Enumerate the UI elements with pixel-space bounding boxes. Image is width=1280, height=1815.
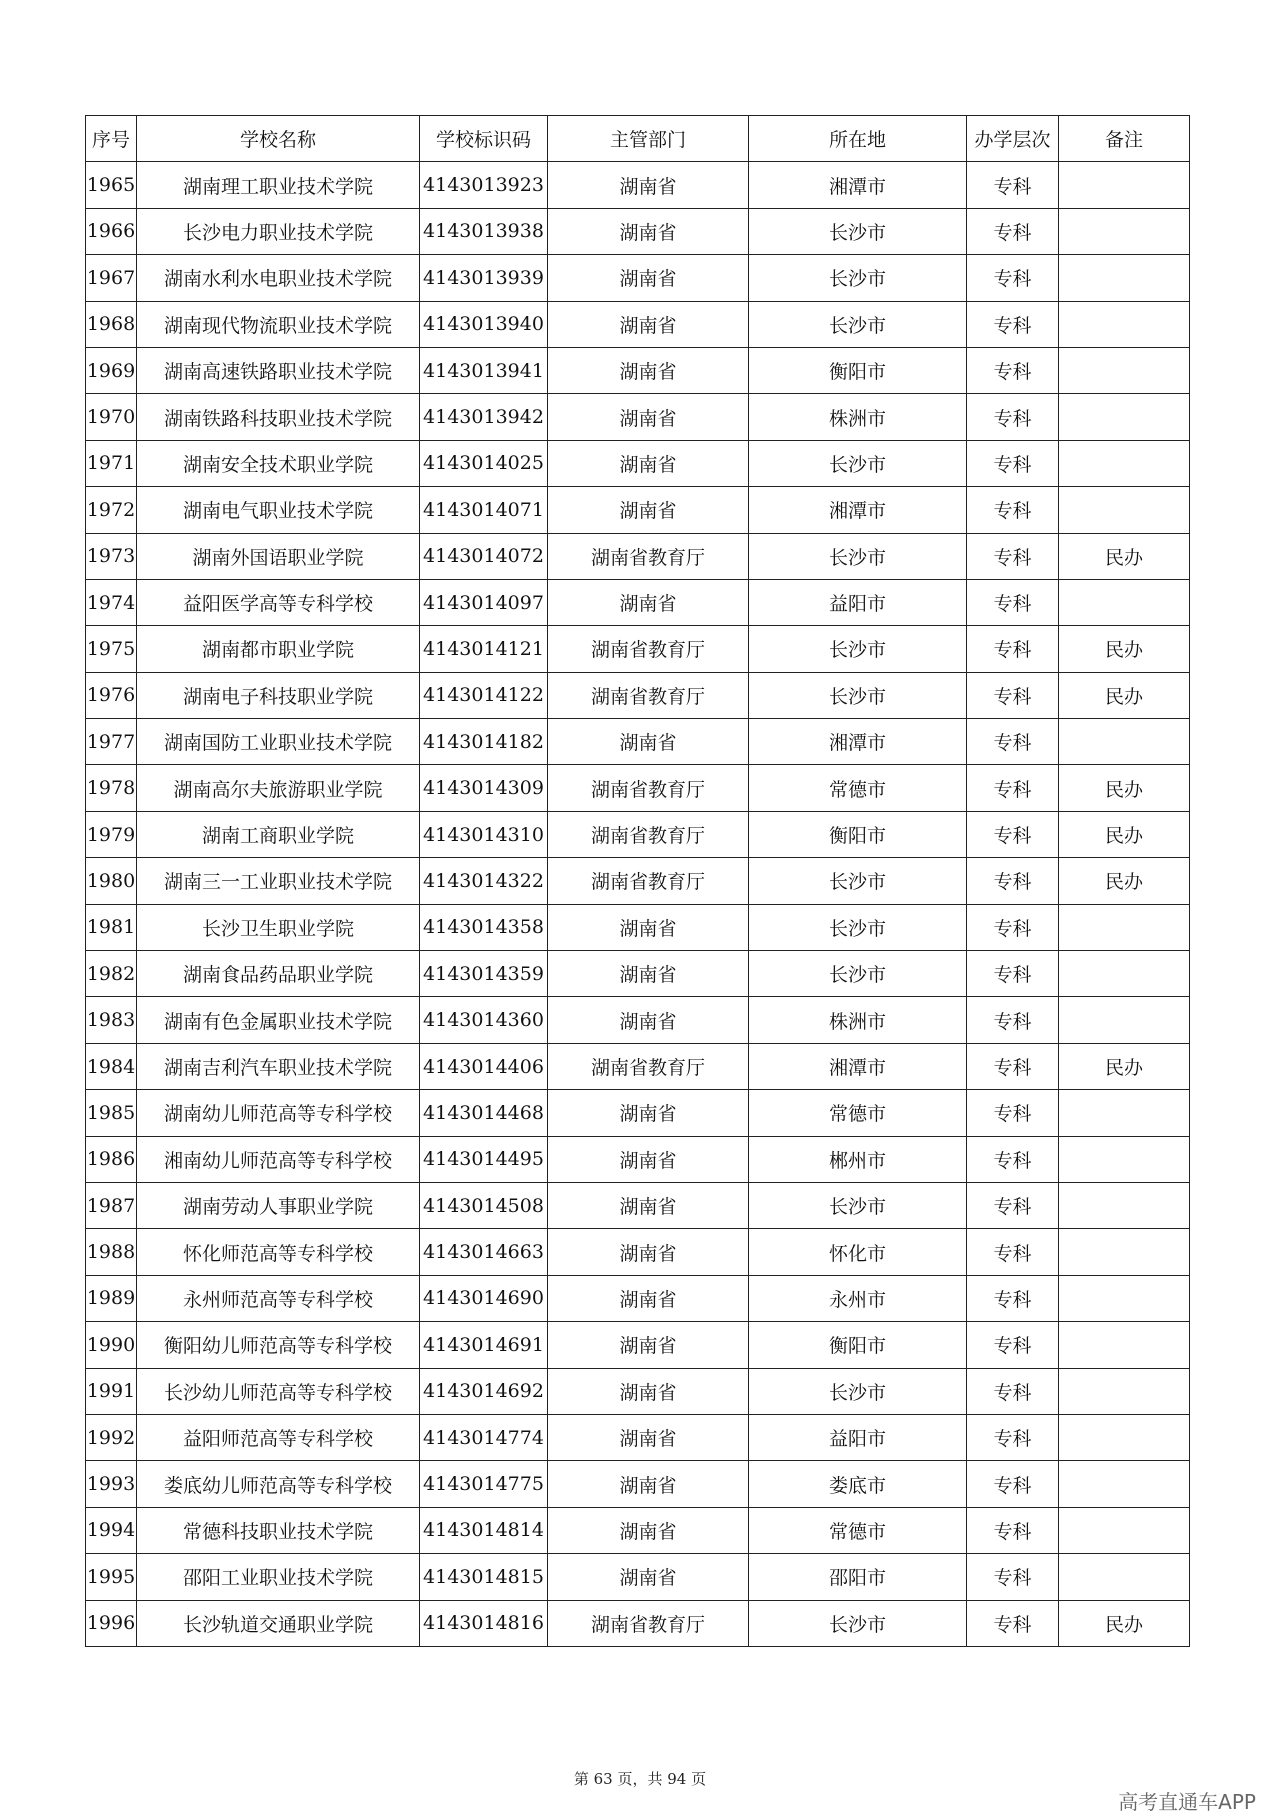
cell-level: 专科 (967, 579, 1059, 625)
cell-location: 长沙市 (749, 1600, 967, 1646)
table-row (86, 208, 1190, 254)
cell-serial-number: 1985 (86, 1090, 137, 1136)
cell-school-code: 4143013942 (420, 394, 548, 440)
cell-school-name: 衡阳幼儿师范高等专科学校 (137, 1322, 420, 1368)
cell-location: 湘潭市 (749, 487, 967, 533)
cell-school-name: 湖南外国语职业学院 (137, 533, 420, 579)
cell-school-code: 4143013923 (420, 162, 548, 208)
cell-level: 专科 (967, 626, 1059, 672)
cell-school-name: 湖南理工职业技术学院 (137, 162, 420, 208)
cell-location: 长沙市 (749, 208, 967, 254)
cell-remarks: 民办 (1059, 672, 1190, 718)
cell-remarks (1059, 997, 1190, 1043)
cell-location: 湘潭市 (749, 1043, 967, 1089)
cell-remarks: 民办 (1059, 533, 1190, 579)
cell-serial-number: 1971 (86, 440, 137, 486)
cell-remarks (1059, 1229, 1190, 1275)
cell-remarks (1059, 719, 1190, 765)
cell-remarks: 民办 (1059, 626, 1190, 672)
table-row (86, 1136, 1190, 1182)
cell-authority: 湖南省 (548, 487, 749, 533)
cell-remarks (1059, 208, 1190, 254)
cell-school-code: 4143014097 (420, 579, 548, 625)
cell-authority: 湖南省 (548, 347, 749, 393)
cell-level: 专科 (967, 301, 1059, 347)
cell-school-code: 4143014182 (420, 719, 548, 765)
cell-authority: 湖南省教育厅 (548, 626, 749, 672)
cell-level: 专科 (967, 255, 1059, 301)
cell-school-code: 4143014815 (420, 1554, 548, 1600)
cell-remarks (1059, 440, 1190, 486)
cell-school-code: 4143014691 (420, 1322, 548, 1368)
cell-authority: 湖南省 (548, 719, 749, 765)
cell-serial-number: 1966 (86, 208, 137, 254)
cell-level: 专科 (967, 440, 1059, 486)
table-header-row (86, 116, 1190, 162)
table-row (86, 1554, 1190, 1600)
cell-authority: 湖南省 (548, 1461, 749, 1507)
cell-school-name: 益阳师范高等专科学校 (137, 1414, 420, 1460)
cell-level: 专科 (967, 1461, 1059, 1507)
cell-serial-number: 1981 (86, 904, 137, 950)
cell-school-code: 4143013938 (420, 208, 548, 254)
cell-level: 专科 (967, 1507, 1059, 1553)
cell-remarks: 民办 (1059, 858, 1190, 904)
page-number: 第 63 页，共 94 页 (573, 1770, 707, 1788)
cell-remarks: 民办 (1059, 1043, 1190, 1089)
cell-remarks (1059, 487, 1190, 533)
table-row (86, 579, 1190, 625)
cell-authority: 湖南省 (548, 579, 749, 625)
cell-authority: 湖南省 (548, 904, 749, 950)
cell-remarks: 民办 (1059, 1600, 1190, 1646)
watermark: 高考直通车APP (1118, 1790, 1256, 1814)
cell-level: 专科 (967, 533, 1059, 579)
cell-serial-number: 1974 (86, 579, 137, 625)
cell-school-code: 4143014508 (420, 1182, 548, 1228)
cell-location: 长沙市 (749, 533, 967, 579)
cell-school-name: 湖南三一工业职业技术学院 (137, 858, 420, 904)
cell-school-code: 4143014774 (420, 1414, 548, 1460)
cell-serial-number: 1972 (86, 487, 137, 533)
cell-school-name: 湖南现代物流职业技术学院 (137, 301, 420, 347)
cell-school-name: 长沙卫生职业学院 (137, 904, 420, 950)
cell-remarks (1059, 904, 1190, 950)
cell-location: 常德市 (749, 1090, 967, 1136)
cell-serial-number: 1984 (86, 1043, 137, 1089)
cell-remarks (1059, 1461, 1190, 1507)
cell-school-code: 4143014121 (420, 626, 548, 672)
table-row (86, 811, 1190, 857)
cell-location: 株洲市 (749, 394, 967, 440)
cell-authority: 湖南省 (548, 301, 749, 347)
cell-serial-number: 1996 (86, 1600, 137, 1646)
cell-remarks (1059, 1368, 1190, 1414)
header-school-code: 学校标识码 (420, 116, 548, 162)
header-authority: 主管部门 (548, 116, 749, 162)
cell-location: 长沙市 (749, 1368, 967, 1414)
cell-authority: 湖南省 (548, 997, 749, 1043)
cell-authority: 湖南省 (548, 1229, 749, 1275)
table-row (86, 997, 1190, 1043)
cell-location: 长沙市 (749, 440, 967, 486)
cell-school-code: 4143014816 (420, 1600, 548, 1646)
table-row (86, 672, 1190, 718)
cell-school-name: 湖南电子科技职业学院 (137, 672, 420, 718)
cell-serial-number: 1970 (86, 394, 137, 440)
cell-authority: 湖南省教育厅 (548, 765, 749, 811)
cell-authority: 湖南省教育厅 (548, 672, 749, 718)
cell-level: 专科 (967, 1368, 1059, 1414)
cell-school-code: 4143014360 (420, 997, 548, 1043)
cell-school-code: 4143014495 (420, 1136, 548, 1182)
cell-location: 长沙市 (749, 626, 967, 672)
cell-school-name: 益阳医学高等专科学校 (137, 579, 420, 625)
cell-serial-number: 1978 (86, 765, 137, 811)
cell-level: 专科 (967, 811, 1059, 857)
cell-authority: 湖南省 (548, 1182, 749, 1228)
cell-authority: 湖南省 (548, 394, 749, 440)
cell-school-name: 湖南有色金属职业技术学院 (137, 997, 420, 1043)
cell-school-name: 湖南工商职业学院 (137, 811, 420, 857)
cell-serial-number: 1990 (86, 1322, 137, 1368)
cell-location: 常德市 (749, 1507, 967, 1553)
cell-school-code: 4143014310 (420, 811, 548, 857)
table-row (86, 858, 1190, 904)
cell-school-code: 4143013941 (420, 347, 548, 393)
cell-school-code: 4143013940 (420, 301, 548, 347)
cell-remarks (1059, 1275, 1190, 1321)
cell-serial-number: 1973 (86, 533, 137, 579)
cell-level: 专科 (967, 904, 1059, 950)
cell-serial-number: 1986 (86, 1136, 137, 1182)
cell-serial-number: 1976 (86, 672, 137, 718)
cell-remarks (1059, 1507, 1190, 1553)
cell-school-name: 怀化师范高等专科学校 (137, 1229, 420, 1275)
cell-level: 专科 (967, 1229, 1059, 1275)
cell-location: 邵阳市 (749, 1554, 967, 1600)
cell-serial-number: 1988 (86, 1229, 137, 1275)
cell-authority: 湖南省 (548, 255, 749, 301)
cell-serial-number: 1965 (86, 162, 137, 208)
table-row (86, 1414, 1190, 1460)
cell-remarks (1059, 255, 1190, 301)
cell-authority: 湖南省 (548, 1368, 749, 1414)
table-row (86, 1090, 1190, 1136)
cell-level: 专科 (967, 1554, 1059, 1600)
cell-school-code: 4143014358 (420, 904, 548, 950)
cell-level: 专科 (967, 1275, 1059, 1321)
cell-serial-number: 1977 (86, 719, 137, 765)
cell-remarks (1059, 1182, 1190, 1228)
table-row (86, 1600, 1190, 1646)
table-row (86, 1043, 1190, 1089)
table-row (86, 255, 1190, 301)
cell-school-code: 4143014072 (420, 533, 548, 579)
cell-level: 专科 (967, 162, 1059, 208)
cell-school-name: 长沙轨道交通职业学院 (137, 1600, 420, 1646)
cell-serial-number: 1975 (86, 626, 137, 672)
cell-authority: 湖南省教育厅 (548, 1043, 749, 1089)
header-school-name: 学校名称 (137, 116, 420, 162)
cell-authority: 湖南省 (548, 1322, 749, 1368)
cell-serial-number: 1987 (86, 1182, 137, 1228)
cell-location: 长沙市 (749, 672, 967, 718)
cell-level: 专科 (967, 765, 1059, 811)
cell-remarks (1059, 1322, 1190, 1368)
cell-location: 益阳市 (749, 579, 967, 625)
cell-level: 专科 (967, 1414, 1059, 1460)
cell-authority: 湖南省 (548, 440, 749, 486)
cell-authority: 湖南省 (548, 1554, 749, 1600)
cell-location: 永州市 (749, 1275, 967, 1321)
cell-remarks (1059, 579, 1190, 625)
cell-school-code: 4143014775 (420, 1461, 548, 1507)
cell-location: 长沙市 (749, 255, 967, 301)
cell-serial-number: 1995 (86, 1554, 137, 1600)
table-row (86, 487, 1190, 533)
cell-remarks: 民办 (1059, 811, 1190, 857)
cell-school-name: 湖南食品药品职业学院 (137, 951, 420, 997)
cell-level: 专科 (967, 1600, 1059, 1646)
cell-location: 衡阳市 (749, 347, 967, 393)
cell-authority: 湖南省教育厅 (548, 858, 749, 904)
cell-school-name: 湖南高尔夫旅游职业学院 (137, 765, 420, 811)
cell-serial-number: 1989 (86, 1275, 137, 1321)
cell-school-name: 长沙幼儿师范高等专科学校 (137, 1368, 420, 1414)
table-row (86, 301, 1190, 347)
cell-location: 娄底市 (749, 1461, 967, 1507)
cell-level: 专科 (967, 208, 1059, 254)
cell-authority: 湖南省教育厅 (548, 1600, 749, 1646)
cell-serial-number: 1968 (86, 301, 137, 347)
cell-serial-number: 1992 (86, 1414, 137, 1460)
cell-level: 专科 (967, 394, 1059, 440)
cell-level: 专科 (967, 672, 1059, 718)
cell-school-name: 湖南安全技术职业学院 (137, 440, 420, 486)
table-row (86, 1507, 1190, 1553)
cell-serial-number: 1983 (86, 997, 137, 1043)
cell-school-code: 4143014025 (420, 440, 548, 486)
cell-school-code: 4143014359 (420, 951, 548, 997)
cell-location: 衡阳市 (749, 1322, 967, 1368)
cell-location: 郴州市 (749, 1136, 967, 1182)
cell-school-name: 湖南高速铁路职业技术学院 (137, 347, 420, 393)
cell-location: 湘潭市 (749, 719, 967, 765)
cell-serial-number: 1991 (86, 1368, 137, 1414)
cell-school-code: 4143014322 (420, 858, 548, 904)
header-serial-number: 序号 (86, 116, 137, 162)
cell-school-code: 4143014814 (420, 1507, 548, 1553)
cell-school-name: 娄底幼儿师范高等专科学校 (137, 1461, 420, 1507)
cell-serial-number: 1979 (86, 811, 137, 857)
cell-level: 专科 (967, 1090, 1059, 1136)
cell-location: 湘潭市 (749, 162, 967, 208)
cell-location: 长沙市 (749, 1182, 967, 1228)
table-row (86, 719, 1190, 765)
cell-school-code: 4143014122 (420, 672, 548, 718)
cell-location: 常德市 (749, 765, 967, 811)
cell-remarks (1059, 394, 1190, 440)
cell-remarks (1059, 951, 1190, 997)
cell-location: 长沙市 (749, 904, 967, 950)
cell-level: 专科 (967, 997, 1059, 1043)
cell-level: 专科 (967, 1136, 1059, 1182)
table-row (86, 1275, 1190, 1321)
cell-school-name: 湖南吉利汽车职业技术学院 (137, 1043, 420, 1089)
table-row (86, 1322, 1190, 1368)
cell-serial-number: 1969 (86, 347, 137, 393)
cell-school-code: 4143014663 (420, 1229, 548, 1275)
table-row (86, 904, 1190, 950)
cell-school-code: 4143014690 (420, 1275, 548, 1321)
cell-level: 专科 (967, 1322, 1059, 1368)
cell-authority: 湖南省 (548, 1275, 749, 1321)
cell-school-name: 湖南铁路科技职业技术学院 (137, 394, 420, 440)
cell-school-name: 湖南幼儿师范高等专科学校 (137, 1090, 420, 1136)
cell-remarks (1059, 1554, 1190, 1600)
cell-serial-number: 1994 (86, 1507, 137, 1553)
table-row (86, 1461, 1190, 1507)
cell-authority: 湖南省 (548, 162, 749, 208)
cell-school-name: 湖南电气职业技术学院 (137, 487, 420, 533)
cell-school-name: 湖南国防工业职业技术学院 (137, 719, 420, 765)
cell-remarks: 民办 (1059, 765, 1190, 811)
cell-school-code: 4143014468 (420, 1090, 548, 1136)
cell-level: 专科 (967, 347, 1059, 393)
table-row (86, 440, 1190, 486)
cell-authority: 湖南省 (548, 1414, 749, 1460)
table-row (86, 394, 1190, 440)
cell-school-code: 4143014692 (420, 1368, 548, 1414)
cell-location: 益阳市 (749, 1414, 967, 1460)
cell-remarks (1059, 1090, 1190, 1136)
cell-remarks (1059, 347, 1190, 393)
cell-school-name: 湖南劳动人事职业学院 (137, 1182, 420, 1228)
cell-school-name: 湘南幼儿师范高等专科学校 (137, 1136, 420, 1182)
cell-authority: 湖南省教育厅 (548, 811, 749, 857)
cell-school-code: 4143014406 (420, 1043, 548, 1089)
cell-location: 长沙市 (749, 301, 967, 347)
cell-school-code: 4143014071 (420, 487, 548, 533)
table-row (86, 1182, 1190, 1228)
table-row (86, 626, 1190, 672)
cell-serial-number: 1967 (86, 255, 137, 301)
cell-school-name: 常德科技职业技术学院 (137, 1507, 420, 1553)
cell-school-name: 湖南都市职业学院 (137, 626, 420, 672)
cell-authority: 湖南省 (548, 208, 749, 254)
cell-level: 专科 (967, 858, 1059, 904)
cell-location: 怀化市 (749, 1229, 967, 1275)
cell-serial-number: 1980 (86, 858, 137, 904)
cell-remarks (1059, 162, 1190, 208)
table-row (86, 951, 1190, 997)
cell-serial-number: 1982 (86, 951, 137, 997)
table-row (86, 533, 1190, 579)
cell-location: 株洲市 (749, 997, 967, 1043)
cell-level: 专科 (967, 1182, 1059, 1228)
table-row (86, 1368, 1190, 1414)
cell-level: 专科 (967, 719, 1059, 765)
table-row (86, 162, 1190, 208)
cell-level: 专科 (967, 487, 1059, 533)
cell-school-code: 4143014309 (420, 765, 548, 811)
schools-table (85, 115, 1190, 1647)
cell-authority: 湖南省 (548, 1507, 749, 1553)
cell-school-name: 湖南水利水电职业技术学院 (137, 255, 420, 301)
header-location: 所在地 (749, 116, 967, 162)
cell-school-name: 邵阳工业职业技术学院 (137, 1554, 420, 1600)
cell-remarks (1059, 301, 1190, 347)
table-row (86, 1229, 1190, 1275)
cell-level: 专科 (967, 951, 1059, 997)
cell-school-name: 长沙电力职业技术学院 (137, 208, 420, 254)
cell-authority: 湖南省 (548, 1136, 749, 1182)
cell-authority: 湖南省 (548, 1090, 749, 1136)
cell-location: 长沙市 (749, 951, 967, 997)
cell-school-name: 永州师范高等专科学校 (137, 1275, 420, 1321)
cell-authority: 湖南省教育厅 (548, 533, 749, 579)
table-body (86, 162, 1190, 1647)
cell-level: 专科 (967, 1043, 1059, 1089)
cell-authority: 湖南省 (548, 951, 749, 997)
cell-location: 长沙市 (749, 858, 967, 904)
cell-remarks (1059, 1414, 1190, 1460)
table-row (86, 347, 1190, 393)
header-remarks: 备注 (1059, 116, 1190, 162)
cell-remarks (1059, 1136, 1190, 1182)
header-level: 办学层次 (967, 116, 1059, 162)
cell-serial-number: 1993 (86, 1461, 137, 1507)
cell-location: 衡阳市 (749, 811, 967, 857)
cell-school-code: 4143013939 (420, 255, 548, 301)
table-row (86, 765, 1190, 811)
